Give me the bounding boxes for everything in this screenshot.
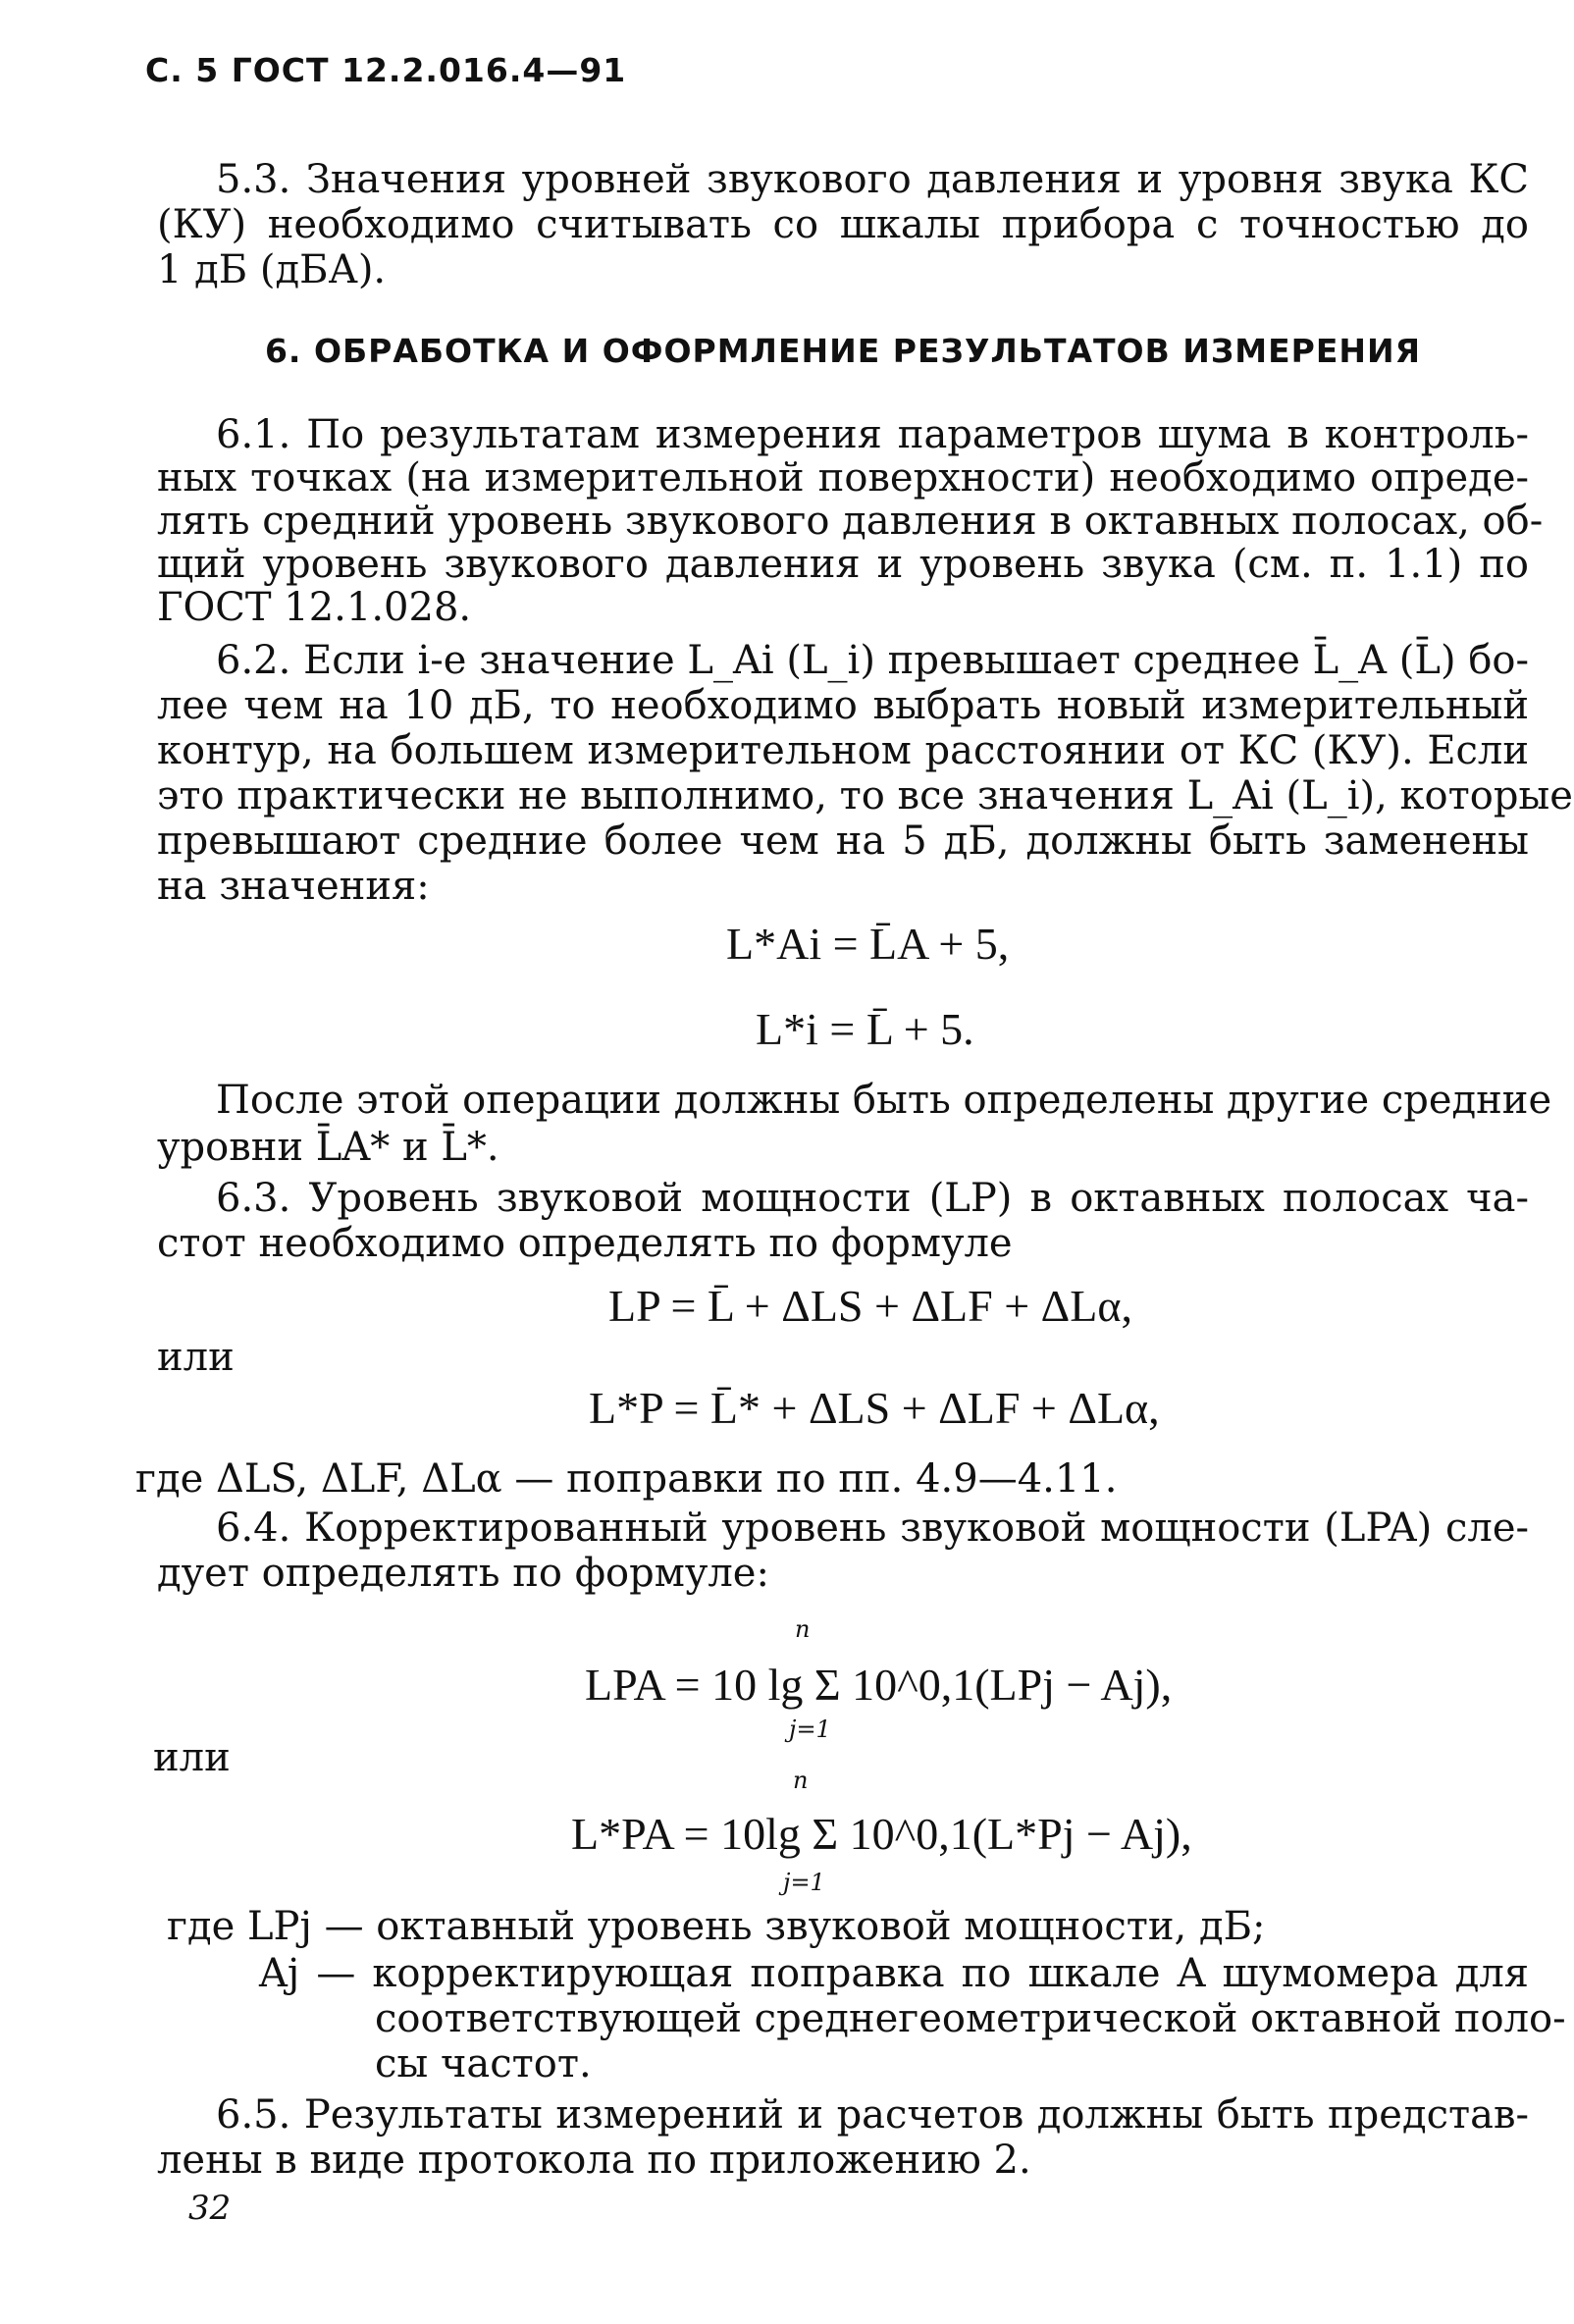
sum-lower-limit-2: j=1 — [783, 1869, 825, 1896]
paragraph-6-2-line-3: контур, на большем измерительном расстоянии от КС (КУ). Если — [157, 728, 1529, 773]
paragraph-6-2-line-1: 6.2. Если i-е значение L_Ai (L_i) превышает среднее L̄_A (L̄) бо- — [216, 638, 1529, 683]
formula-lp: LP = L̄ + ΔLS + ΔLF + ΔLα, — [608, 1281, 1132, 1331]
formula-lpa-text: LPA = 10 lg Σ 10^0,1(LPj − Aj), — [585, 1660, 1173, 1710]
sum-lower-limit-1: j=1 — [789, 1716, 831, 1743]
after-formulas-line-2: уровни L̄A* и L̄*. — [157, 1125, 499, 1170]
paragraph-6-1-line-2: ных точках (на измерительной поверхности) необходимо опреде- — [157, 455, 1529, 501]
formula-l-star-i: L*i = L̄ + 5. — [756, 1004, 974, 1054]
section-heading: 6. ОБРАБОТКА И ОФОРМЛЕНИЕ РЕЗУЛЬТАТОВ ИЗМЕРЕНИЯ — [264, 332, 1422, 370]
paragraph-6-1-line-1: 6.1. По результатам измерения параметров шума в контроль- — [216, 412, 1529, 457]
paragraph-6-1-line-4: щий уровень звукового давления и уровень звука (см. п. 1.1) по — [157, 542, 1529, 587]
paragraph-6-3-line-2: стот необходимо определять по формуле — [157, 1221, 1013, 1266]
where-def-line-2: Aj — корректирующая поправка по шкале A шумомера для — [259, 1951, 1529, 1996]
formula-lpa-star: L*PA = 10lg Σ 10^0,1(L*Pj − Aj), — [571, 1809, 1192, 1859]
paragraph-5-3-line-2: (КУ) необходимо считывать со шкалы прибора с точностью до — [157, 202, 1529, 247]
where-def-line-1: где LPj — октавный уровень звуковой мощности, дБ; — [167, 1904, 1266, 1949]
paragraph-6-5-line-1: 6.5. Результаты измерений и расчетов должны быть представ- — [216, 2092, 1529, 2138]
sum-upper-limit-2: n — [793, 1767, 809, 1794]
paragraph-5-3-line-1: 5.3. Значения уровней звукового давления и уровня звука КС — [216, 157, 1529, 202]
paragraph-6-2-line-2: лее чем на 10 дБ, то необходимо выбрать новый измерительный — [157, 683, 1529, 728]
paragraph-6-2-line-5: превышают средние более чем на 5 дБ, должны быть заменены — [157, 819, 1529, 864]
sum-upper-limit-1: n — [795, 1615, 811, 1643]
paragraph-6-3-line-1: 6.3. Уровень звуковой мощности (LP) в октавных полосах ча- — [216, 1176, 1529, 1221]
page-header: С. 5 ГОСТ 12.2.016.4—91 — [145, 51, 627, 89]
paragraph-6-4-line-2: дует определять по формуле: — [157, 1551, 769, 1596]
paragraph-6-2-line-6: на значения: — [157, 864, 430, 909]
paragraph-6-4-line-1: 6.4. Корректированный уровень звуковой мощности (LPA) сле- — [216, 1505, 1529, 1551]
or-2: или — [153, 1735, 231, 1780]
page-number: 32 — [188, 2189, 232, 2228]
paragraph-6-1-line-5: ГОСТ 12.1.028. — [157, 585, 472, 630]
formula-lpa — [585, 1659, 1227, 1711]
after-formulas-line-1: После этой операции должны быть определены другие средние — [216, 1078, 1552, 1123]
paragraph-5-3-line-3: 1 дБ (дБА). — [157, 247, 387, 292]
formula-l-star-ai: L*Ai = L̄A + 5, — [726, 919, 1010, 969]
where-def-line-4: сы частот. — [375, 2041, 592, 2086]
formula-lp-star: L*P = L̄* + ΔLS + ΔLF + ΔLα, — [589, 1383, 1160, 1433]
where-corrections: где ΔLS, ΔLF, ΔLα — поправки по пп. 4.9—4.11. — [135, 1456, 1118, 1502]
paragraph-6-2-line-4: это практически не выполнимо, то все значения L_Ai (L_i), которые — [157, 773, 1573, 819]
paragraph-6-5-line-2: лены в виде протокола по приложению 2. — [157, 2138, 1031, 2183]
or-1: или — [157, 1335, 235, 1380]
where-def-line-3: соответствующей среднегеометрической октавной поло- — [375, 1996, 1566, 2041]
paragraph-6-1-line-3: лять средний уровень звукового давления в октавных полосах, об- — [157, 499, 1544, 544]
